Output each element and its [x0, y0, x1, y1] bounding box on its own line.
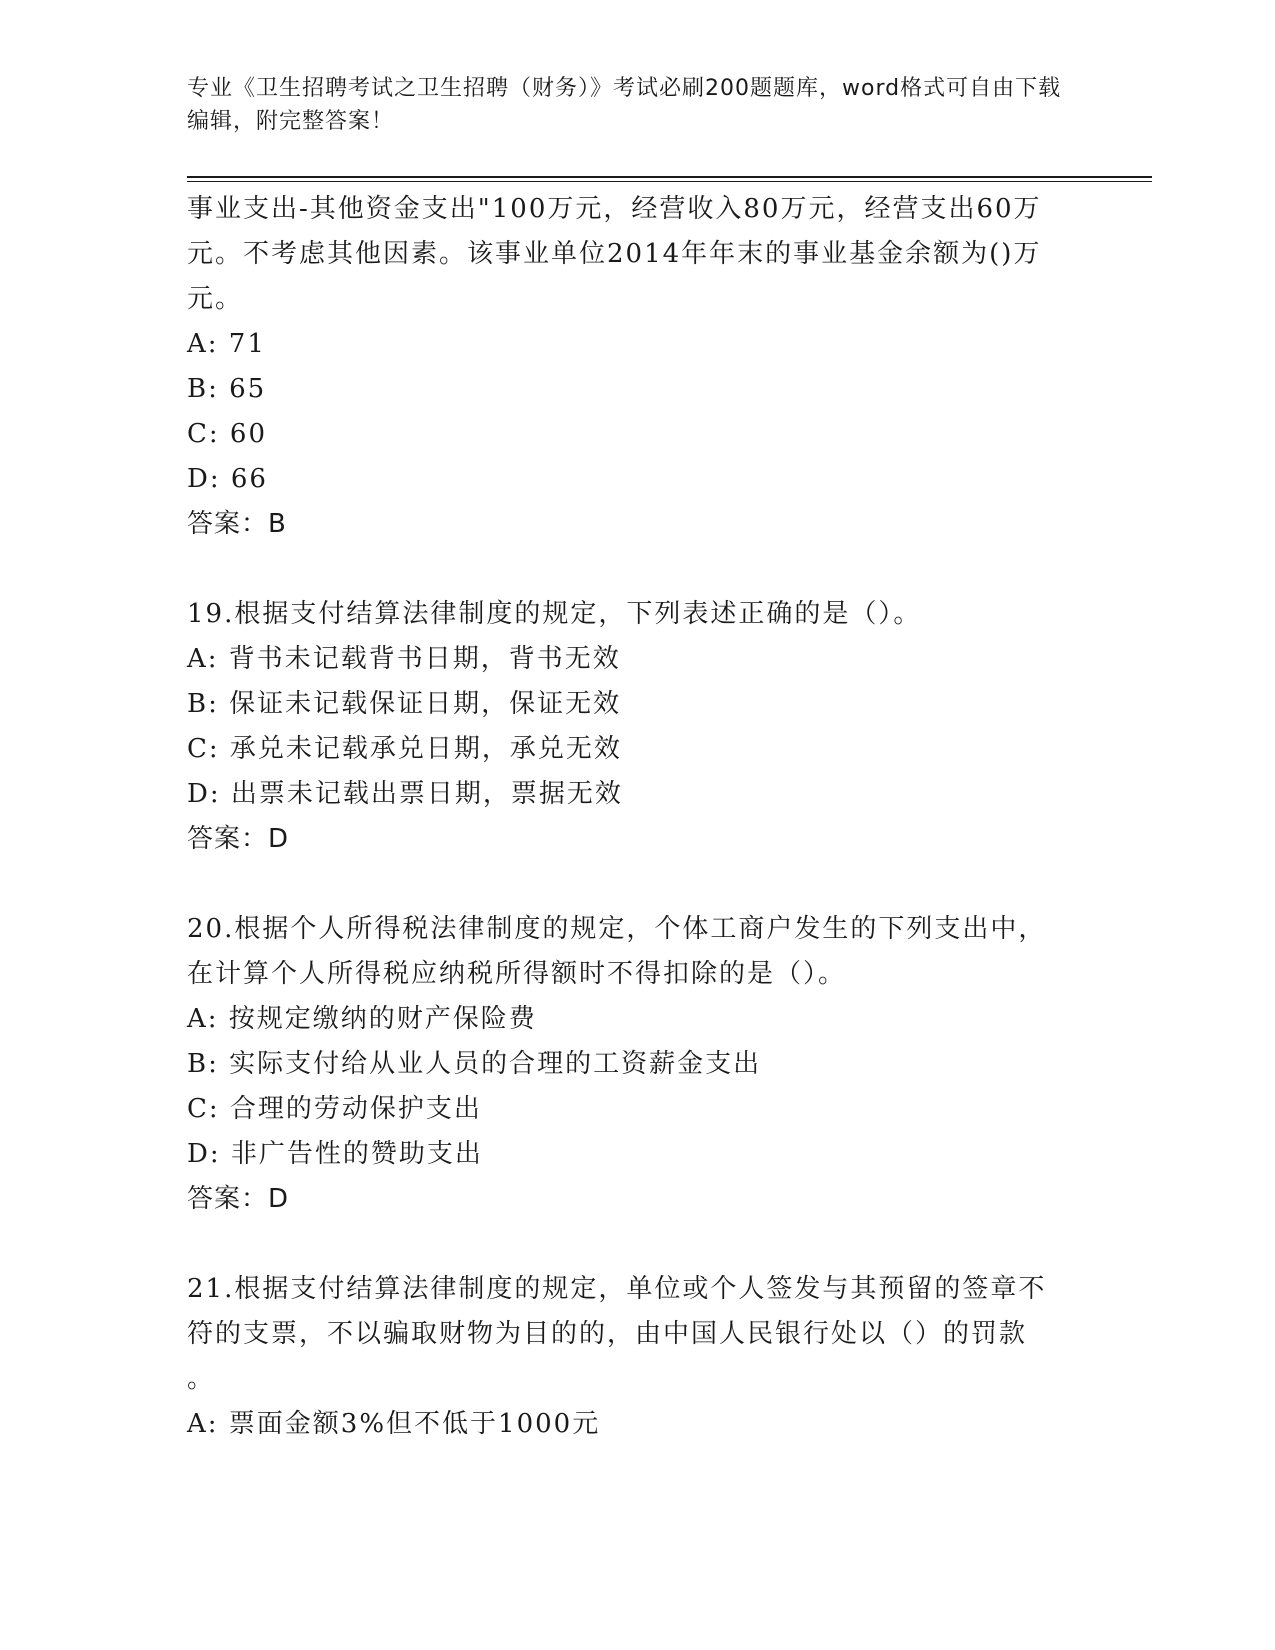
- question-18-stem-line-1: 事业支出-其他资金支出"100万元，经营收入80万元，经营支出60万: [187, 194, 1042, 224]
- question-18-option-c: C: 60: [187, 419, 268, 449]
- question-20-option-c: C: 合理的劳动保护支出: [187, 1094, 482, 1124]
- document-header: 专业《卫生招聘考试之卫生招聘（财务）》考试必刷200题题库，word格式可自由下载编辑，附完整答案！: [187, 76, 1062, 134]
- header-divider-thin: [187, 181, 1152, 182]
- question-19-option-c: C: 承兑未记载承兑日期，承兑无效: [187, 734, 622, 764]
- question-19-stem-line-1: 19.根据支付结算法律制度的规定，下列表述正确的是（）。: [187, 599, 922, 629]
- question-18-answer: 答案：B: [187, 509, 287, 539]
- question-20-stem-line-1: 20.根据个人所得税法律制度的规定，个体工商户发生的下列支出中，: [187, 914, 1047, 944]
- question-20-option-b: B: 实际支付给从业人员的合理的工资薪金支出: [187, 1049, 762, 1079]
- question-19-option-d: D: 出票未记载出票日期，票据无效: [187, 779, 623, 809]
- question-19-option-a: A: 背书未记载背书日期，背书无效: [187, 644, 621, 674]
- question-18-stem-line-3: 元。: [187, 284, 244, 314]
- question-19-answer: 答案：D: [187, 824, 290, 854]
- question-20-option-a: A: 按规定缴纳的财产保险费: [187, 1004, 537, 1034]
- question-20-stem-line-2: 在计算个人所得税应纳税所得额时不得扣除的是（）。: [187, 959, 847, 989]
- question-21-stem-line-3: 。: [187, 1364, 216, 1394]
- question-18-option-b: B: 65: [187, 374, 267, 404]
- question-18-stem-line-2: 元。不考虑其他因素。该事业单位2014年年末的事业基金余额为()万: [187, 239, 1042, 269]
- question-20-answer: 答案：D: [187, 1184, 290, 1214]
- header-divider-thick: [187, 176, 1152, 178]
- question-20-option-d: D: 非广告性的赞助支出: [187, 1139, 483, 1169]
- question-18-option-d: D: 66: [187, 464, 268, 494]
- question-21-stem-line-1: 21.根据支付结算法律制度的规定，单位或个人签发与其预留的签章不: [187, 1274, 1047, 1304]
- question-19-option-b: B: 保证未记载保证日期，保证无效: [187, 689, 622, 719]
- question-18-option-a: A: 71: [187, 329, 266, 359]
- question-21-option-a: A: 票面金额3%但不低于1000元: [187, 1409, 601, 1439]
- question-21-stem-line-2: 符的支票，不以骗取财物为目的的，由中国人民银行处以（）的罚款: [187, 1319, 1028, 1349]
